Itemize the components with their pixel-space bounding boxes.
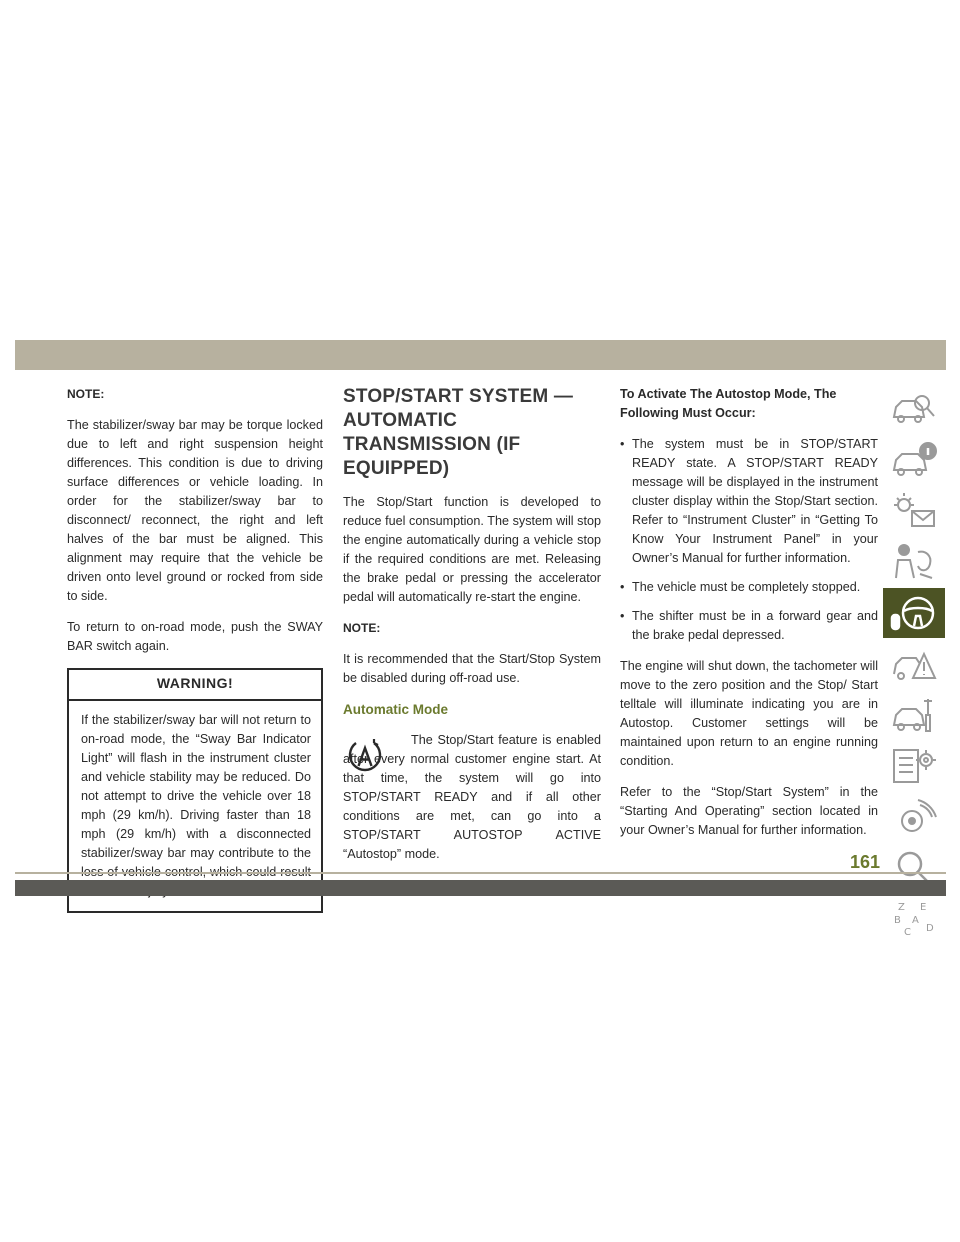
- automatic-mode-block: [343, 731, 601, 864]
- svg-text:Z: Z: [898, 902, 905, 913]
- autostop-a-icon: [347, 739, 383, 775]
- shutdown-text: The engine will shut down, the tachometer will move to the zero position and the Stop/ Start telltale will illuminate indicating you are in Autostop. Customer settings will be maintained upon return to an engine running condition.: [620, 659, 878, 768]
- note-text: The stabilizer/sway bar may be torque locked due to left and right suspension height differences. This condition is due to driving surface differences or vehicle loading. In order for the stabilizer/sway bar to disconnect/ reconnect, the right and left halves of the bar must be aligned. This alignment may require that the vehicle be driven onto level ground or rocked from side to side.: [67, 418, 323, 603]
- activation-list: [620, 435, 878, 645]
- tab-specifications[interactable]: [883, 741, 945, 791]
- note-heading: NOTE:: [67, 387, 105, 401]
- chapter-tabs: [883, 384, 945, 945]
- middle-column: [343, 385, 601, 876]
- warning-lights-message-icon: [890, 491, 938, 531]
- tab-car-info[interactable]: [883, 435, 945, 485]
- header-band: [15, 340, 946, 370]
- tab-starting-operating[interactable]: [883, 588, 945, 638]
- warning-title: WARNING!: [69, 670, 321, 701]
- tab-alphabetical-index[interactable]: [883, 894, 945, 944]
- tab-in-case-of-emergency[interactable]: [883, 639, 945, 689]
- tab-safety[interactable]: [883, 537, 945, 587]
- list-item: • The vehicle must be completely stopped.: [620, 578, 878, 597]
- specifications-icon: [890, 746, 938, 786]
- tab-multimedia[interactable]: [883, 792, 945, 842]
- intro-text: The Stop/Start function is developed to reduce fuel consumption. The system will stop the engine automatically during a vehicle stop if the required conditions are met. Releasing the brake pedal or pressing the accelerator pedal will automatically re-start the engine.: [343, 495, 601, 604]
- note-heading: NOTE:: [343, 621, 381, 635]
- right-column: [620, 385, 878, 852]
- left-column: [67, 385, 323, 913]
- page-number: 161: [850, 852, 881, 872]
- svg-text:E: E: [920, 902, 927, 913]
- section-title: STOP/START SYSTEM — AUTOMATIC TRANSMISSION (IF EQUIPPED): [343, 386, 574, 479]
- steering-wheel-icon: [890, 593, 938, 633]
- warning-text: If the stabilizer/sway bar will not return to on-road mode, the “Sway Bar Indicator Light” will flash in the instrument cluster and vehicle stability may be reduced. Do not attempt to drive the vehicle over 18 mph (29 km/h). Driving faster than 18 mph (29 km/h) with a disconnected stabilizer/sway bar may contribute to the: [81, 713, 311, 860]
- car-search-icon: [890, 389, 938, 429]
- svg-text:C: C: [904, 927, 911, 938]
- reference-text: Refer to the “Stop/Start System” in the “Starting And Operating” section located in your Owner’s Manual for further information.: [620, 785, 878, 837]
- tab-warning-lights[interactable]: [883, 486, 945, 536]
- car-service-icon: [890, 695, 938, 735]
- svg-text:D: D: [926, 923, 934, 934]
- note-text: It is recommended that the Start/Stop System be disabled during off-road use.: [343, 652, 601, 685]
- alphabet-index-icon: [890, 899, 938, 939]
- list-item: • The shifter must be in a forward gear and the brake pedal depressed.: [620, 607, 878, 645]
- tab-car-search[interactable]: [883, 384, 945, 434]
- warning-box: [67, 668, 323, 913]
- svg-text:A: A: [912, 915, 919, 926]
- subsection-title: Automatic Mode: [343, 702, 449, 717]
- car-info-icon: [890, 440, 938, 480]
- list-item: • The system must be in STOP/START READY state. A STOP/START READY message will be displayed in the instrument cluster display within the Stop/Start section. Refer to “Instrument Cluster” in “Getting To Know Your Instrument Panel” in your Owner’s Manual for further information.: [620, 435, 878, 568]
- automatic-mode-text: The Stop/Start feature is enabled after every normal customer engine start. At that time, the system will go into STOP/START READY and if all other conditions are met, can go into a STOP/START AUTOSTOP ACTIVE “Autostop” mode.: [343, 733, 601, 861]
- roadside-warning-icon: [890, 644, 938, 684]
- activation-heading: To Activate The Autostop Mode, The Following Must Occur:: [620, 387, 837, 420]
- return-text: To return to on-road mode, push the SWAY BAR switch again.: [67, 620, 323, 653]
- safety-airbag-icon: [890, 542, 938, 582]
- footer-band: [15, 880, 946, 896]
- tab-servicing[interactable]: [883, 690, 945, 740]
- svg-text:B: B: [894, 915, 901, 926]
- multimedia-icon: [890, 797, 938, 837]
